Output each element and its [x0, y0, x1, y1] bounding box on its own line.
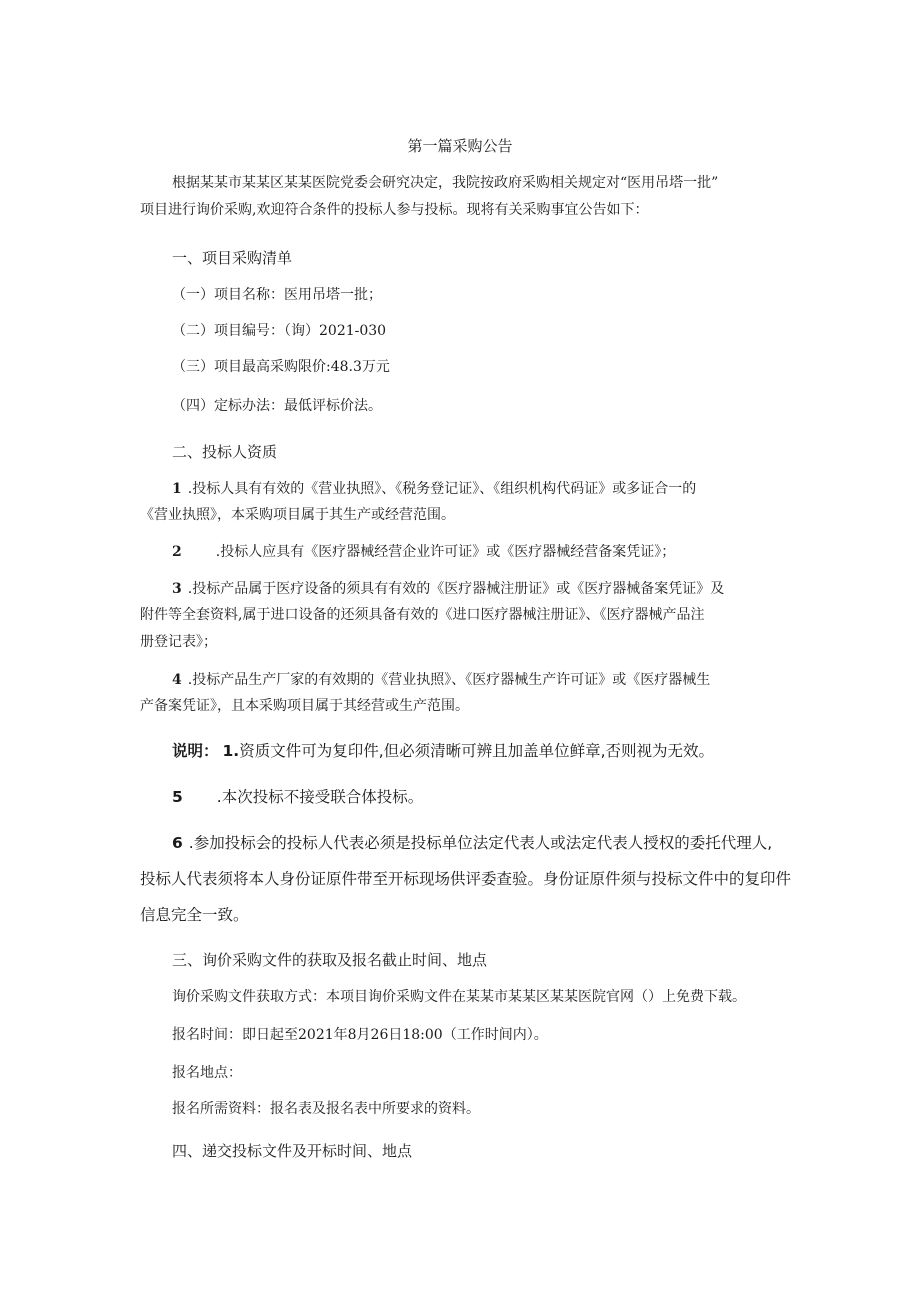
note-text: 资质文件可为复印件,但必须清晰可辨且加盖单位鲜章,否则视为无效。 [239, 742, 715, 760]
qualification-4-line-2: 产备案凭证》，且本采购项目属于其经营或生产范围。 [140, 698, 469, 714]
note-label: 说明： [172, 742, 219, 760]
qualification-1-text: .投标人具有有效的《营业执照》、《税务登记证》、《组织机构代码证》或多证合一的 [187, 481, 697, 497]
section-3-line-4: 报名所需资料：报名表及报名表中所要求的资料。 [172, 1101, 480, 1117]
section-3-line-3: 报名地点： [172, 1065, 242, 1081]
page-title: 第一篇采购公告 [407, 137, 513, 155]
section-3-line-2: 报名时间：即日起至2021年8月26日18:00（工作时间内）。 [172, 1027, 548, 1043]
qualification-5-number: 5 [172, 788, 183, 806]
qualification-note [172, 742, 714, 760]
qualification-3-line-2: 附件等全套资料,属于进口设备的还须具备有效的《进口医疗器械注册证》、《医疗器械产品注 [140, 607, 705, 623]
qualification-6-line-2: 投标人代表须将本人身份证原件带至开标现场供评委查验。身份证原件须与投标文件中的复印件 [140, 870, 792, 888]
qualification-3-line-3: 册登记表》； [140, 634, 217, 650]
section-1-item-4: （四）定标办法：最低评标价法。 [172, 398, 382, 414]
qualification-2-text: .投标人应具有《医疗器械经营企业许可证》或《医疗器械经营备案凭证》； [215, 544, 676, 560]
qualification-6-line-1 [172, 834, 772, 852]
qualification-6-number: 6 [172, 834, 183, 852]
qualification-6-text: .参加投标会的投标人代表必须是投标单位法定代表人或法定代表人授权的委托代理人, [188, 834, 773, 852]
section-1-item-3: （三）项目最高采购限价:48.3万元 [172, 359, 390, 375]
section-1-item-2: （二）项目编号：（询）2021-030 [172, 323, 387, 339]
qualification-4-number: 4 [172, 672, 182, 688]
qualification-3-text: .投标产品属于医疗设备的须具有有效的《医疗器械注册证》或《医疗器械备案凭证》及 [187, 581, 725, 597]
qualification-6-line-3: 信息完全一致。 [140, 906, 249, 924]
qualification-2 [172, 543, 675, 561]
intro-line-1: 根据某某市某某区某某医院党委会研究决定，我院按政府采购相关规定对“医用吊塔一批” [172, 175, 719, 191]
section-2-heading: 二、投标人资质 [172, 443, 278, 461]
qualification-3-line-1 [172, 580, 724, 598]
note-number: 1. [222, 742, 240, 760]
qualification-4-line-1 [172, 671, 710, 689]
qualification-1-line-2: 《营业执照》，本采购项目属于其生产或经营范围。 [140, 507, 455, 523]
qualification-1-number: 1 [172, 481, 182, 497]
intro-line-2: 项目进行询价采购,欢迎符合条件的投标人参与投标。现将有关采购事宜公告如下： [140, 202, 649, 218]
qualification-2-number: 2 [172, 544, 182, 560]
section-1-heading: 一、项目采购清单 [172, 249, 293, 267]
qualification-3-number: 3 [172, 581, 182, 597]
section-4-heading: 四、递交投标文件及开标时间、地点 [172, 1142, 413, 1160]
qualification-1-line-1 [172, 480, 696, 498]
qualification-5 [172, 788, 423, 806]
section-3-line-1: 询价采购文件获取方式：本项目询价采购文件在某某市某某区某某医院官网（）上免费下载。 [172, 989, 746, 1005]
section-3-heading: 三、询价采购文件的获取及报名截止时间、地点 [172, 951, 488, 969]
section-1-item-1: （一）项目名称：医用吊塔一批； [172, 287, 382, 303]
qualification-5-text: .本次投标不接受联合体投标。 [216, 788, 424, 806]
qualification-4-text: .投标产品生产厂家的有效期的《营业执照》、《医疗器械生产许可证》或《医疗器械生 [187, 672, 711, 688]
